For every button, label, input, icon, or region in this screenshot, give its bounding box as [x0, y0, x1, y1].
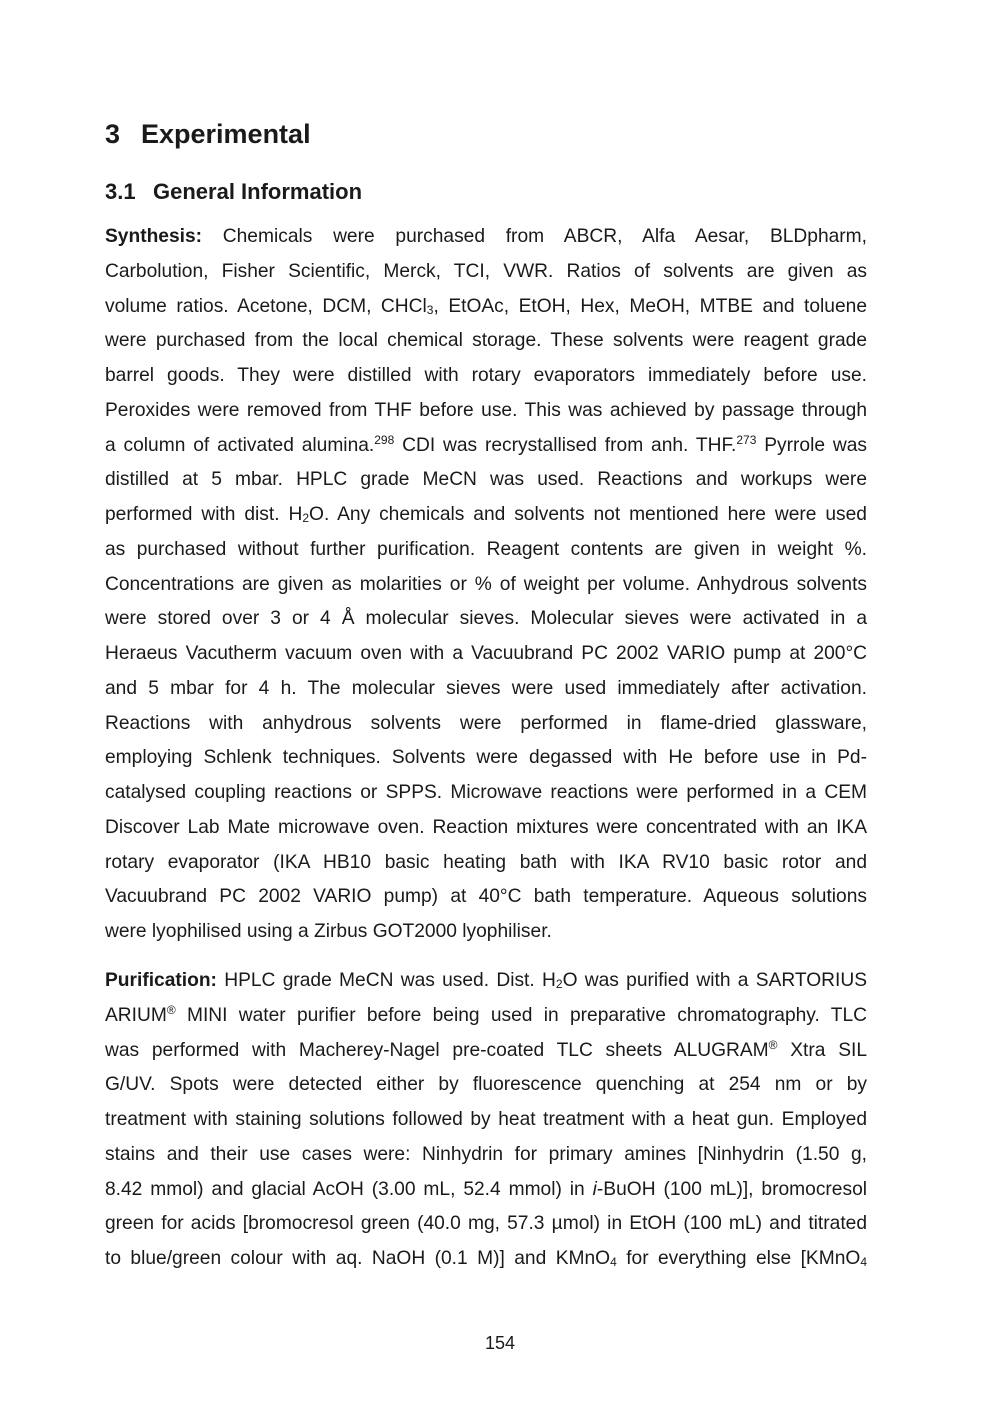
text-line: Concentrations are given as molarities or % of weight per volume. Anhydrous solvents — [105, 573, 867, 595]
section-number: 3.1 — [105, 179, 136, 204]
text-line: Heraeus Vacutherm vacuum oven with a Vacuubrand PC 2002 VARIO pump at 200°C — [105, 643, 867, 664]
text-line: ARIUM® MINI water purifier before being used in preparative chromatography. TLC — [105, 1002, 867, 1026]
registered-mark: ® — [768, 1037, 778, 1052]
text-line: and 5 mbar for 4 h. The molecular sieves were used immediately after activation. — [105, 677, 867, 699]
citation-superscript: 298 — [374, 432, 395, 447]
text-line: Peroxides were removed from THF before use. This was achieved by passage through — [105, 399, 867, 421]
text-line: performed with dist. $H_2O$. Any chemicals and solvents not mentioned here were used — [105, 504, 867, 525]
page-number: 154 — [484, 1333, 516, 1353]
text-line: distilled at 5 mbar. HPLC grade MeCN was used. Reactions and workups were — [105, 469, 867, 491]
purification-label: Purification: — [105, 970, 217, 991]
text-line: were lyophilised using a Zirbus GOT2000 lyophiliser. — [105, 921, 552, 942]
text-line: Reactions with anhydrous solvents were performed in flame-dried glassware, — [105, 712, 867, 734]
text-line: catalysed coupling reactions or SPPS. Microwave reactions were performed in a CEM — [105, 782, 867, 803]
chapter-number: 3 — [105, 119, 121, 149]
section-heading — [105, 177, 362, 207]
registered-mark: ® — [166, 1002, 176, 1017]
text-line: Synthesis: Chemicals were purchased from ABCR, Alfa Aesar, BLDpharm, — [105, 226, 867, 247]
text-line: Vacuubrand PC 2002 VARIO pump) at 40°C bath temperature. Aqueous solutions — [105, 886, 867, 908]
text-line: Discover Lab Mate microwave oven. Reaction mixtures were concentrated with an IKA — [105, 816, 867, 838]
text-line: rotary evaporator (IKA HB10 basic heating bath with IKA RV10 basic rotor and — [105, 851, 867, 873]
text-line: Carbolution, Fisher Scientific, Merck, TCI, VWR. Ratios of solvents are given as — [105, 260, 867, 282]
chapter-title: Experimental — [141, 119, 311, 149]
synthesis-label: Synthesis: — [105, 226, 203, 247]
text-line: green for acids [bromocresol green (40.0 mg, 57.3 µmol) in EtOH (100 mL) and titrated — [105, 1213, 867, 1235]
chapter-heading — [105, 116, 311, 152]
text-line: barrel goods. They were distilled with rotary evaporators immediately before use. — [105, 365, 867, 386]
text-line: volume ratios. Acetone, DCM, CHCl$_3$, EtOAc, EtOH, Hex, MeOH, MTBE and toluene — [105, 295, 867, 317]
text-line: stains and their use cases were: Ninhydrin for primary amines [Ninhydrin (1.50 g, — [105, 1143, 867, 1165]
text-line: G/UV. Spots were detected either by fluorescence quenching at 254 nm or by — [105, 1074, 867, 1096]
purification-paragraph — [105, 964, 867, 1277]
text-line: 8.42 mmol) and glacial AcOH (3.00 mL, 52.4 mmol) in i-BuOH (100 mL)], bromocresol — [105, 1178, 867, 1200]
text-line: treatment with staining solutions followed by heat treatment with a heat gun. Employed — [105, 1109, 867, 1130]
text-line: were stored over 3 or 4 Å molecular sieves. Molecular sieves were activated in a — [105, 608, 867, 630]
citation-superscript: 273 — [736, 432, 757, 447]
text-line: were purchased from the local chemical storage. These solvents were reagent grade — [105, 330, 867, 352]
synthesis-paragraph — [105, 220, 867, 950]
section-title: General Information — [153, 179, 363, 204]
text-line: Purification: HPLC grade MeCN was used. Dist. $H_2O$ was purified with a SARTORIUS — [105, 970, 868, 991]
text-line: a column of activated alumina.$^{298}$ CDI was recrystallised from anh. THF.$^{273}$ Pyrrole was — [105, 432, 868, 456]
text-line: as purchased without further purification. Reagent contents are given in weight %. — [105, 538, 867, 560]
text-line: employing Schlenk techniques. Solvents were degassed with He before use in Pd- — [105, 747, 867, 769]
text-line: was performed with Macherey-Nagel pre-coated TLC sheets ALUGRAM® Xtra SIL — [105, 1037, 867, 1061]
text-line: to blue/green colour with aq. NaOH (0.1 M)] and KMnO$_4$ for everything else [KMnO$_4$ — [105, 1248, 867, 1269]
